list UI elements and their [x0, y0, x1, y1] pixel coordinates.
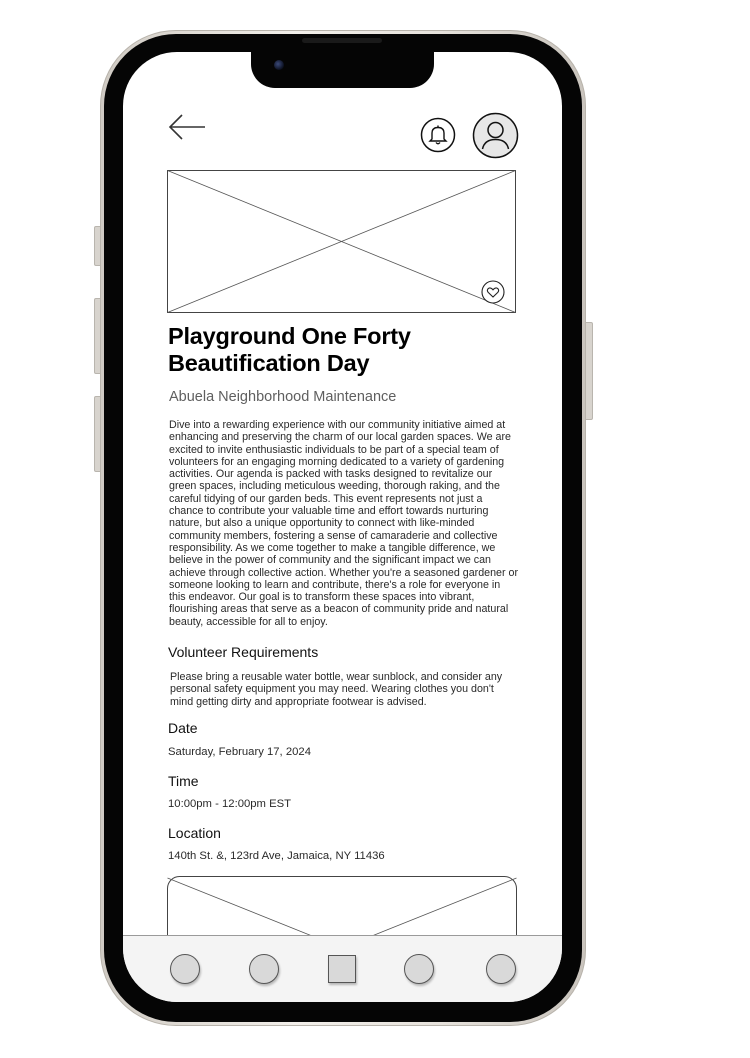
date-value: Saturday, February 17, 2024 [168, 746, 311, 758]
nav-item-3[interactable] [328, 955, 356, 983]
heart-icon [481, 280, 505, 304]
event-title: Playground One Forty Beautification Day [168, 323, 411, 376]
time-heading: Time [168, 773, 199, 789]
nav-item-5[interactable] [486, 954, 516, 984]
notch [251, 52, 434, 88]
nav-item-1[interactable] [170, 954, 200, 984]
event-description: Dive into a rewarding experience with our community initiative aimed at enhancing and preserving the charm of our local garden spaces. We are excited to invite enthusiastic individuals to be part of a special team of volunteers for an engaging morning dedicated to a variety of gardening activities. Our agenda is packed with tasks designed to revitalize our green spaces, including meticulous weeding, thorough raking, and the careful tidying of our garden beds. This event represents not just a chance to contribute your valuable time and effort towards nurturing nature, but also a unique opportunity to connect with like-minded community members, fostering a sense of camaraderie and collective responsibility. As we come together to make a tangible difference, we believe in the power of community and the significant impact we can achieve through collective action. Whether you're a seasoned gardener or someone looking to learn and contribute, there's a role for everyone in this endeavor. Our goal is to transform these spaces into vibrant, flourishing areas that serve as a beacon of community pride and natural beauty, accessible for all to enjoy. [169, 419, 518, 628]
requirements-text: Please bring a reusable water bottle, wear sunblock, and consider any personal safety equipment you may need. Wearing clothes you don't mind getting dirty and appropriate footwear is advised. [170, 671, 503, 708]
time-value: 10:00pm - 12:00pm EST [168, 798, 292, 810]
location-value: 140th St. &, 123rd Ave, Jamaica, NY 11436 [168, 850, 385, 862]
front-camera-icon [274, 60, 284, 70]
event-image-placeholder [167, 170, 516, 313]
location-heading: Location [168, 825, 221, 841]
image-placeholder-icon [167, 170, 516, 313]
nav-item-2[interactable] [249, 954, 279, 984]
favorite-button[interactable] [481, 280, 505, 304]
phone-screen [123, 52, 562, 1002]
requirements-heading: Volunteer Requirements [168, 644, 319, 660]
nav-item-4[interactable] [404, 954, 434, 984]
back-arrow-icon [167, 112, 207, 142]
bottom-nav-bar [123, 935, 562, 1002]
notifications-button[interactable] [420, 117, 456, 153]
earpiece-speaker [302, 38, 382, 43]
date-heading: Date [168, 720, 198, 736]
event-organizer: Abuela Neighborhood Maintenance [169, 389, 397, 405]
bell-icon [420, 117, 456, 153]
user-avatar-icon [472, 112, 519, 159]
profile-avatar-button[interactable] [472, 112, 519, 159]
back-button[interactable] [167, 112, 207, 142]
